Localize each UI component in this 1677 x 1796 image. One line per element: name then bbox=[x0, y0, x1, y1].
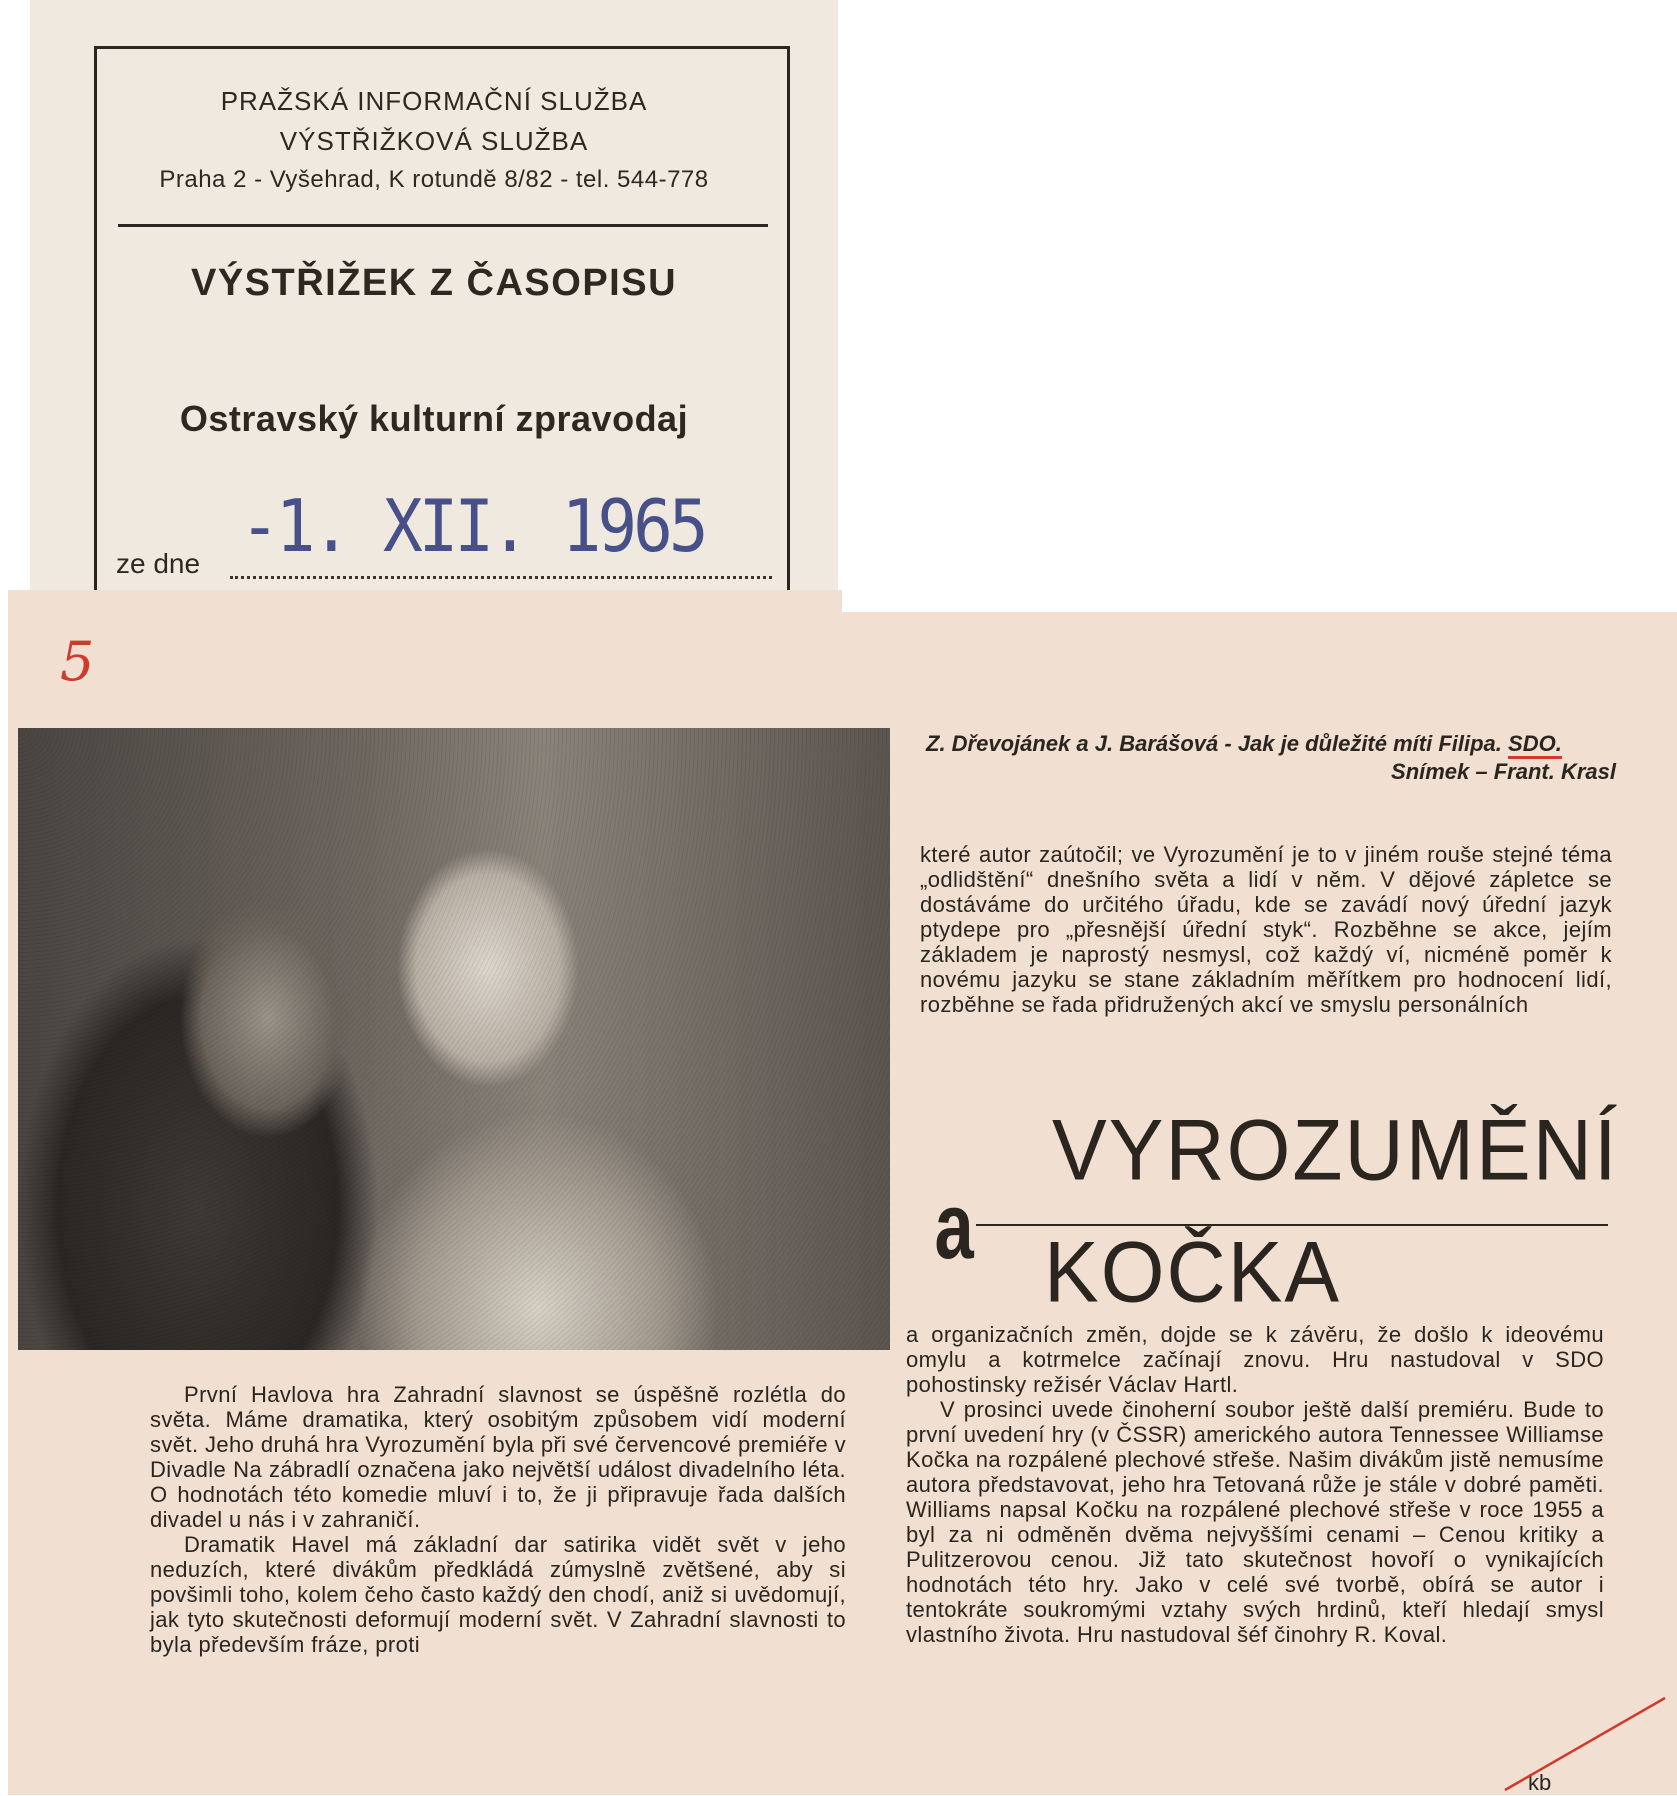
date-stamp: -1. XII. 1965 bbox=[240, 484, 705, 569]
paragraph: Dramatik Havel má základní dar satirika vidět svět v jeho neduzích, které divákům předkládá zúmyslně zvětšené, aby si povšimli toho, kolem čeho často každý den chodí, aniž si uvědomují, jak tyto skutečnosti deformují moderní svět. V Zahradní slavnosti to byla především fráze, proti bbox=[150, 1532, 846, 1657]
red-pencil-mark bbox=[1500, 1690, 1670, 1795]
clipping-cutout bbox=[842, 0, 1677, 612]
paragraph: První Havlova hra Zahradní slavnost se úspěšně rozlétla do světa. Máme dramatika, který osobitým způsobem vidí moderní svět. Jeho druhá hra Vyrozumění byla při své červencové premiéře v Divadle Na zábradlí označena jako největší událost divadelního léta. O hodnotách této komedie mluví i to, že ji připravuje řada dalších divadel u nás i v zahraničí. bbox=[150, 1382, 846, 1532]
clipping-service-slip bbox=[30, 0, 838, 600]
article-column-right-top bbox=[920, 842, 1612, 1017]
date-label: ze dne bbox=[116, 548, 201, 579]
headline-vyrozumeni: VYROZUMĚNÍ bbox=[1052, 1102, 1619, 1199]
article-column-left bbox=[150, 1382, 846, 1657]
paragraph: V prosinci uvede činoherní soubor ještě další premiéru. Bude to první uvedení hry (v ČSSR) amerického autora Tennessee Williamse Kočka na rozpálené plechové střeše. Našim divákům jistě nemusíme autora představovat, jeho hra Tetovaná růže je stále v dobré paměti. Williams napsal Kočku na rozpálené plechové střeše v roce 1955 a byl za ni odměněn dvěma nejvyššími cenami – Cenou kritiky a Pulitzerovou cenou. Již tato skutečnost hovoří o vynikajících hodnotách této hry. Jako v celé své tvorbě, obírá se autor i tentokráte soukromými vztahy svých hrdinů, kteří hledají smysl vlastního života. Hru nastudoval šéf činohry R. Koval. bbox=[906, 1397, 1604, 1647]
slip-divider bbox=[118, 224, 768, 227]
service-address: Praha 2 - Vyšehrad, K rotundě 8/82 - tel. 544-778 bbox=[159, 166, 709, 193]
date-dotted-line bbox=[230, 576, 772, 579]
service-name: PRAŽSKÁ INFORMAČNÍ SLUŽBA bbox=[220, 86, 648, 116]
author-signature: kb bbox=[1528, 1770, 1552, 1795]
publication-name: Ostravský kulturní zpravodaj bbox=[179, 398, 689, 439]
caption-sdo: SDO. bbox=[1508, 731, 1562, 759]
photo-credit: Snímek – Frant. Krasl bbox=[1391, 759, 1616, 784]
paragraph: které autor zaútočil; ve Vyrozumění je to v jiném rouše stejné téma „odlidštění“ dnešního světa a lidí v něm. V dějové zápletce se dostáváme do určitého úřadu, kde se zavádí nový úřední jazyk ptydepe pro „přesnější úřední styk“. Rozběhne se akce, jejím základem je naprostý nesmysl, což každý ví, nicméně poměr k novému jazyku se stane základním měřítkem pro hodnocení lidí, rozběhne se řada přidružených akcí ve smyslu personálních bbox=[920, 842, 1612, 1017]
page-number: 5 bbox=[60, 630, 95, 693]
article-photo bbox=[18, 728, 890, 1350]
article-column-right-bottom bbox=[906, 1322, 1604, 1647]
service-department: VÝSTŘIŽKOVÁ SLUŽBA bbox=[279, 126, 589, 156]
caption-text: Z. Dřevojánek a J. Barášová - Jak je důležité míti Filipa. bbox=[926, 731, 1502, 756]
headline-conjunction: a bbox=[934, 1173, 974, 1278]
paragraph: a organizačních změn, dojde se k závěru, že došlo k ideovému omylu a kotrmelce začínají znovu. Hru nastudoval v SDO pohostinsky režisér Václav Hartl. bbox=[906, 1322, 1604, 1397]
headline-kocka: KOČKA bbox=[1044, 1224, 1342, 1321]
photo-caption bbox=[926, 730, 1616, 784]
slip-title: VÝSTŘIŽEK Z ČASOPISU bbox=[190, 262, 678, 304]
